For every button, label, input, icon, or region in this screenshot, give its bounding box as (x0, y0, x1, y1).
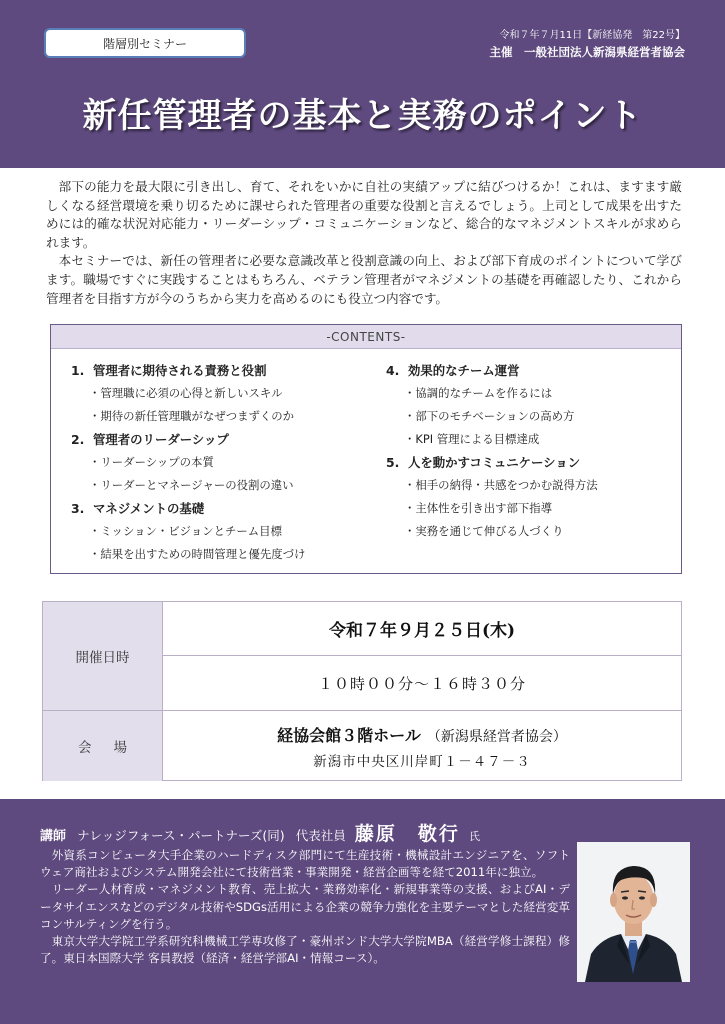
contents-item: ・期待の新任管理職がなぜつまずくのか (89, 409, 295, 423)
date-label: 開催日時 (43, 602, 163, 711)
contents-item: ・管理職に必須の心得と新しいスキル (89, 386, 283, 400)
lecturer-name: 藤原 敬行 (354, 823, 460, 845)
section-number: 2. (71, 432, 85, 447)
header-band (0, 0, 725, 168)
contents-column-right (386, 359, 676, 543)
section-title-text: 効果的なチーム運営 (408, 363, 520, 378)
contents-section-title (71, 359, 381, 382)
contents-item: ・実務を通じて伸びる人づくり (404, 524, 564, 538)
section-number: 3. (71, 501, 85, 516)
section-title-text: 管理者に期待される責務と役割 (93, 363, 267, 378)
section-title-text: 人を動かすコミュニケーション (408, 455, 581, 470)
intro-text (46, 178, 682, 308)
contents-box (50, 324, 682, 574)
venue-label: 会場 (43, 711, 163, 781)
contents-item: ・リーダーシップの本質 (89, 455, 214, 469)
bio-paragraph: リーダー人材育成・マネジメント教育、売上拡大・業務効率化・新規事業等の支援、およびAI・データサイエンスなどのデジタル技術やSDGs活用による企業の競争力強化を主要テーマとした経営変革コンサルティングを行う。 (40, 882, 570, 931)
section-title-text: マネジメントの基礎 (93, 501, 205, 516)
contents-item: ・部下のモチベーションの高め方 (404, 409, 575, 423)
venue-organization: （新潟県経営者協会） (426, 728, 567, 745)
intro-paragraph: 部下の能力を最大限に引き出し、育て、それをいかに自社の実績アップに結びつけるか！これは、ますます厳しくなる経営環境を乗り切るために課せられた管理者の重要な役割と言えるでしょう。上司として成果を出すためには的確な状況対応能力・リーダーシップ・コミュニケーションなど、総合的なマネジメントスキルが求められます。 (46, 179, 682, 250)
bio-paragraph: 外資系コンピュータ大手企業のハードディスク部門にて生産技術・機械設計エンジニアを、ソフトウェア商社およびシステム開発会社にて技術営業・事業開発・経営企画等を経て2011年に独立。 (40, 848, 570, 880)
issue-number: 令和７年７月11日【新経協発 第22号】 (499, 30, 685, 41)
event-date: 令和７年９月２５日(木) (163, 602, 681, 656)
lecturer-company: ナレッジフォース・パートナーズ(同) (77, 828, 285, 843)
venue-line (277, 723, 567, 746)
contents-section-title (386, 451, 676, 474)
section-number: 5. (386, 455, 400, 470)
contents-item: ・結果を出すための時間管理と優先度づけ (89, 547, 306, 561)
section-number: 4. (386, 363, 400, 378)
contents-heading: -CONTENTS- (51, 325, 681, 349)
section-title-text: 管理者のリーダーシップ (93, 432, 229, 447)
lecturer-heading (40, 819, 480, 846)
organizer: 主催 一般社団法人新潟県経営者協会 (489, 45, 685, 59)
lecturer-position: 代表社員 (295, 828, 346, 843)
bio-paragraph: 東京大学大学院工学系研究科機械工学専攻修了・豪州ボンド大学大学院MBA（経営学修士課程）修了。東日本国際大学 客員教授（経済・経営学部AI・情報コース）。 (40, 934, 570, 966)
lecturer-portrait-image (577, 842, 690, 982)
contents-section-title (386, 359, 676, 382)
venue-name: 経協会館３階ホール (277, 725, 421, 745)
event-time: １０時００分～１６時３０分 (163, 656, 681, 711)
lecturer-photo (577, 842, 690, 982)
intro-paragraph: 本セミナーでは、新任の管理者に必要な意識改革と役割意識の向上、および部下育成のポイントについて学びます。職場ですぐに実践することはもちろん、ベテラン管理者がマネジメントの基礎を再確認したり、これから管理者を目指す方が今のうちから実力を高めるのにも役立つ内容です。 (46, 253, 682, 306)
contents-column-left (71, 359, 381, 566)
lecturer-honorific: 氏 (468, 830, 480, 843)
contents-item: ・KPI 管理による目標達成 (404, 432, 540, 446)
lecturer-role: 講師 (40, 829, 67, 844)
seminar-category-badge: 階層別セミナー (44, 28, 246, 58)
page-title: 新任管理者の基本と実務のポイント (82, 96, 643, 136)
venue-cell (163, 711, 681, 781)
contents-section-title (71, 428, 381, 451)
contents-item: ・ミッション・ビジョンとチーム目標 (89, 524, 282, 538)
contents-section-title (71, 497, 381, 520)
section-number: 1. (71, 363, 85, 378)
contents-item: ・相手の納得・共感をつかむ説得方法 (404, 478, 598, 492)
contents-item: ・主体性を引き出す部下指導 (404, 501, 553, 515)
schedule-table (42, 601, 682, 781)
contents-item: ・リーダーとマネージャーの役割の違い (89, 478, 294, 492)
contents-item: ・協調的なチームを作るには (404, 386, 553, 400)
lecturer-band (0, 799, 725, 1024)
lecturer-bio (40, 847, 570, 967)
venue-address: 新潟市中央区川岸町１－４７－３ (313, 753, 531, 770)
